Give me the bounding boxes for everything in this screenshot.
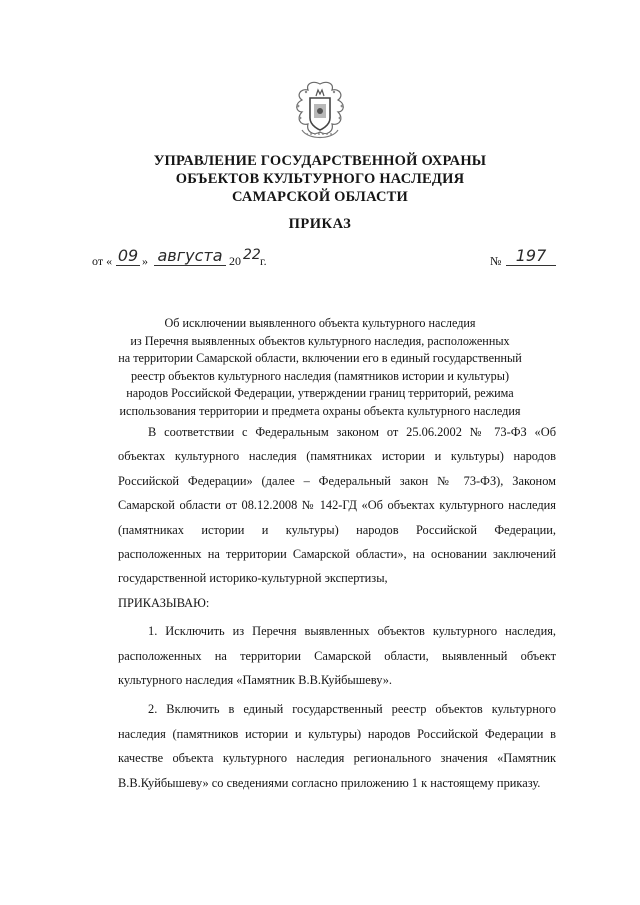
preamble-paragraph: В соответствии с Федеральным законом от 25.06.2002 № 73-ФЗ «Об объектах культурного наследия (памятниках истории и культуры) народов Российской Федерации» (далее – Федеральный закон № 73-ФЗ), Законом Самарской области от 08.12.2008 № 142-ГД «Об объектах культурного наследия (памятниках истории и культуры) народов Российской Федерации, расположенных на территории Самарской области», на основании заключений государственной историко-культурной экспертизы,: [118, 425, 556, 586]
number-prefix: №: [490, 254, 502, 268]
agency-header-line-1: УПРАВЛЕНИЕ ГОСУДАРСТВЕННОЙ ОХРАНЫ: [153, 153, 487, 169]
subject-line-1: Об исключении выявленного объекта культурного наследия: [164, 316, 476, 330]
subject-line-6: использования территории и предмета охраны объекта культурного наследия: [119, 403, 521, 418]
date-month: августа: [154, 246, 226, 266]
date-number-line: [92, 246, 562, 276]
order-subject: [100, 315, 540, 420]
order-item-1: 1. Исключить из Перечня выявленных объектов культурного наследия, расположенных на территории Самарской области, выявленный объект культурного наследия «Памятник В.В.Куйбышеву».: [118, 624, 556, 688]
date-year: 22: [243, 247, 261, 263]
date-year-prefix: 20: [229, 254, 241, 268]
date-day: 09: [117, 246, 139, 265]
order-item-2: 2. Включить в единый государственный реестр объектов культурного наследия (памятников истории и культуры) народов Российской Федерации в качестве объекта культурного наследия регионального значения «Памятник В.В.Куйбышеву» со сведениями согласно приложению 1 к настоящему приказу.: [118, 702, 556, 790]
date-year-suffix: г.: [260, 254, 267, 268]
subject-line-5: народов Российской Федерации, утверждении границ территорий, режима: [126, 386, 514, 400]
agency-header-line-3: САМАРСКОЙ ОБЛАСТИ: [231, 189, 409, 205]
coat-of-arms-emblem: [286, 78, 354, 148]
agency-header: [100, 152, 540, 206]
order-number: 197: [506, 246, 556, 266]
document-type-title: ПРИКАЗ: [288, 216, 352, 232]
subject-line-2: из Перечня выявленных объектов культурного наследия, расположенных: [130, 333, 510, 348]
subject-line-3: на территории Самарской области, включении его в единый государственный: [118, 351, 522, 365]
order-body: [118, 420, 556, 795]
subject-line-4: реестр объектов культурного наследия (памятников истории и культуры): [131, 368, 509, 383]
date-separator: »: [142, 254, 148, 268]
order-word: ПРИКАЗЫВАЮ:: [118, 595, 210, 610]
agency-header-line-2: ОБЪЕКТОВ КУЛЬТУРНОГО НАСЛЕДИЯ: [175, 171, 465, 187]
date-prefix: от «: [92, 254, 113, 268]
